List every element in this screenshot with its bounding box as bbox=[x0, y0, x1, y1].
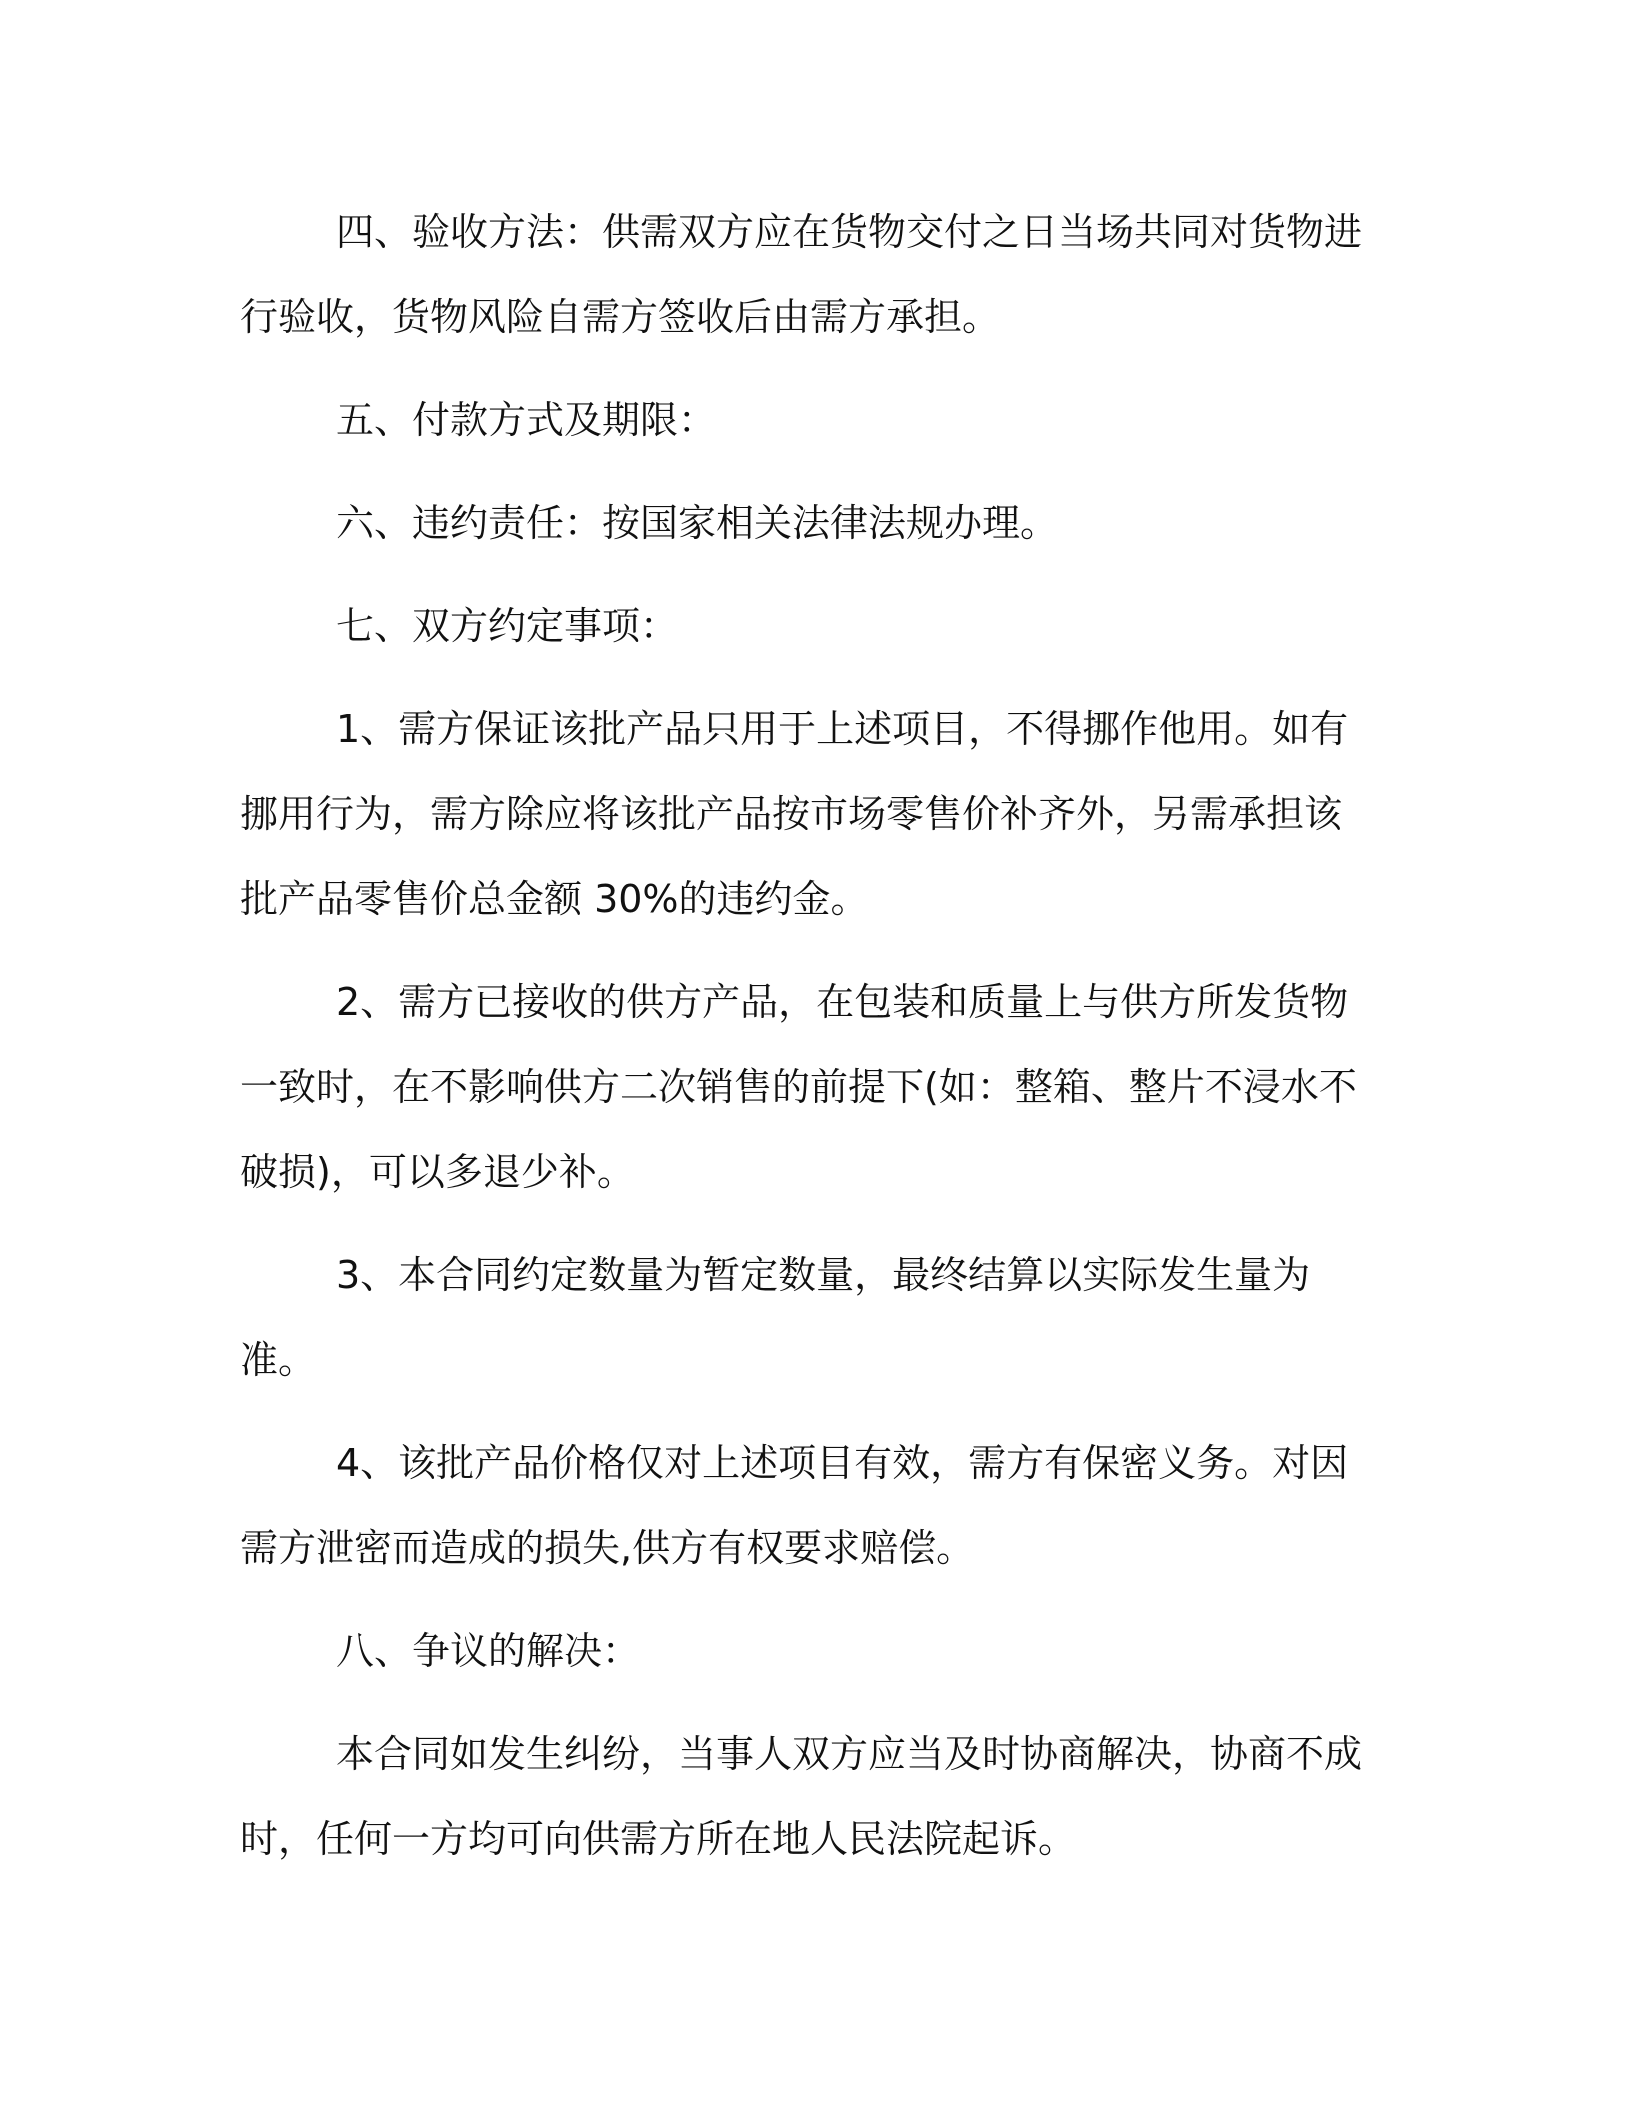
clause-8-heading: 八、争议的解决： bbox=[336, 1629, 641, 1673]
clause-5-payment: 五、付款方式及期限： bbox=[336, 398, 717, 442]
clause-7-item-4: 4、该批产品价格仅对上述项目有效，需方有保密义务。对因需方泄密而造成的损失,供方有权要求赔偿。 bbox=[240, 1441, 1349, 1570]
clause-8-body: 本合同如发生纠纷，当事人双方应当及时协商解决，协商不成时，任何一方均可向供需方所在地人民法院起诉。 bbox=[240, 1732, 1363, 1861]
clause-7-item-2: 2、需方已接收的供方产品，在包装和质量上与供方所发货物一致时，在不影响供方二次销售的前提下(如：整箱、整片不浸水不破损)，可以多退少补。 bbox=[240, 980, 1357, 1194]
clause-7-heading: 七、双方约定事项： bbox=[336, 604, 679, 648]
clause-6-liability: 六、违约责任：按国家相关法律法规办理。 bbox=[336, 501, 1059, 545]
clause-7-item-3: 3、本合同约定数量为暂定数量，最终结算以实际发生量为准。 bbox=[240, 1253, 1311, 1382]
clause-4-acceptance: 四、验收方法：供需双方应在货物交付之日当场共同对货物进行验收，货物风险自需方签收后由需方承担。 bbox=[240, 210, 1363, 339]
clause-7-item-1: 1、需方保证该批产品只用于上述项目，不得挪作他用。如有挪用行为，需方除应将该批产品按市场零售价补齐外，另需承担该批产品零售价总金额 30%的违约金。 bbox=[240, 707, 1349, 921]
document-body bbox=[240, 190, 1372, 1900]
